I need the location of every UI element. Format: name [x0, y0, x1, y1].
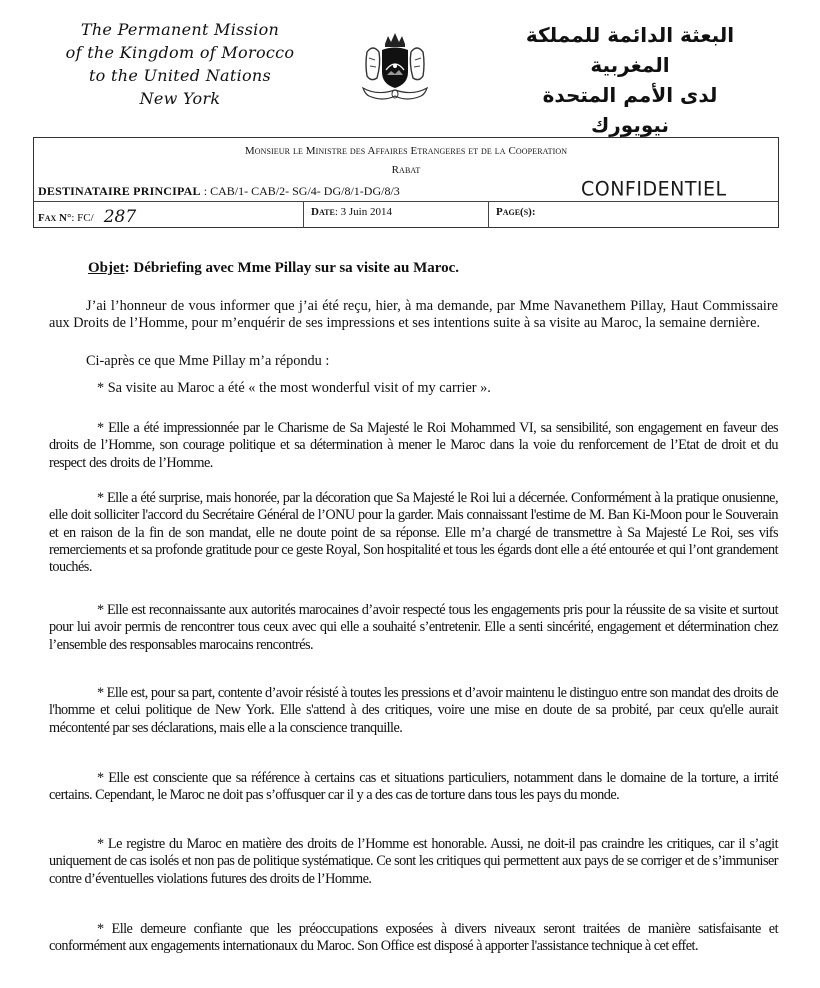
paragraph-text: * Elle est reconnaissante aux autorités marocaines d’avoir respecté tous les engagements pris pour la réussite de sa visite et surtout pour lui avoir permis de rencontrer tous ceux avec qui elle a souhaité s’entretenir. Elle a senti sincérité, engagement et détermination chez l’ensemble des responsables marocains rencontrés.	[49, 602, 778, 653]
fax-label: Fax N°	[38, 212, 72, 224]
bullet-paragraph	[49, 836, 778, 888]
bullet-paragraph	[49, 685, 778, 737]
letterhead-arabic	[485, 20, 775, 140]
paragraph-text: * Sa visite au Maroc a été « the most wonderful visit of my carrier ».	[97, 380, 491, 396]
letterhead-arabic-line: لدى الأمم المتحدة	[542, 83, 718, 107]
destinataire-value: : CAB/1- CAB/2- SG/4- DG/8/1-DG/8/3	[200, 184, 400, 198]
date-value: : 3 Juin 2014	[334, 206, 392, 218]
paragraph-text: * Elle a été impressionnée par le Charisme de Sa Majesté le Roi Mohammed VI, sa sensibilité, son engagement en faveur des droits de l’Homme, son courage politique et sa détermination à mener le Maroc dans la voie du renforcement de l’Etat de droit et du respect des droits de l’Homme.	[49, 420, 778, 471]
letterhead-arabic-line: البعثة الدائمة للمملكة المغربية	[525, 23, 735, 77]
fax-number-handwritten: 287	[103, 207, 137, 227]
letterhead-english-line: of the Kingdom of Morocco	[65, 43, 295, 62]
fax-prefix: : FC/	[71, 212, 94, 224]
row-divider	[34, 201, 778, 202]
paragraph-text: * Elle est consciente que sa référence à certains cas et situations particuliers, notamment dans le domaine de la torture, a irrité certains. Cependant, le Maroc ne doit pas s’offusquer car il y a des cas de torture dans tous les pays du monde.	[49, 770, 778, 804]
letterhead-english-line: to the United Nations	[88, 66, 272, 85]
pages-label: Page(s):	[496, 206, 536, 218]
paragraph-text: * Le registre du Maroc en matière des droits de l’Homme est honorable. Aussi, ne doit-il pas craindre les critiques, car il s’agit uniquement de cas isolés et non pas de politique systématique. Ce sont les critiques qui permettent aux pays de se corriger et de s’immuniser contre d’éventuelles violations futures des droits de l’Homme.	[49, 836, 778, 887]
paragraph-text: * Elle a été surprise, mais honorée, par la décoration que Sa Majesté le Roi lui a décernée. Conformément à la pratique onusienne, elle doit solliciter l'accord du Secrétaire Général de l’ONU pour la garder. Mais connaissant l'estime de M. Ban Ki-Moon pour le Souverain et en raison de la fin de son mandat, elle ne doute point de sa réponse. Elle m’a chargé de transmettre à Sa Majesté Le Roi, ses vifs remerciements et sa profonde gratitude pour ce geste Royal, Son hospitalité et tous les égards dont elle a été entourée et qui l’ont grandement touchés.	[49, 490, 778, 576]
bullet-paragraph	[49, 770, 778, 805]
coat-of-arms-icon	[355, 30, 435, 105]
pages-cell	[496, 206, 536, 218]
paragraph-text: * Elle est, pour sa part, contente d’avoir résisté à toutes les pressions et d’avoir maintenu le distinguo entre son mandat des droits de l'homme et celui politique de New York. Elle s'attend à des critiques, voire une mise en doute de sa probité, par ceux qu'elle aurait mécontenté par ses déclarations, mais elle a la conscience tranquille.	[49, 685, 778, 736]
destinataire-line	[38, 184, 400, 199]
destinataire-label: DESTINATAIRE PRINCIPAL	[38, 184, 201, 198]
paragraph-text: Ci-après ce que Mme Pillay m’a répondu :	[86, 353, 330, 369]
fax-header-box	[33, 137, 779, 228]
bullet-paragraph	[49, 380, 778, 397]
fax-number-cell	[38, 206, 136, 226]
subject-text: : Débriefing avec Mme Pillay sur sa visite au Maroc.	[124, 260, 460, 276]
paragraph-text: * Elle demeure confiante que les préoccupations exposées à divers niveaux seront traitées de manière satisfaisante et conformément aux engagements internationaux du Maroc. Son Office est disposé à apporter l'assistance technique à cet effet.	[49, 921, 778, 955]
date-cell	[311, 206, 392, 218]
body-paragraph-intro	[49, 298, 778, 333]
paragraph-text: J’ai l’honneur de vous informer que j’ai été reçu, hier, à ma demande, par Mme Navanethem Pillay, Haut Commissaire aux Droits de l’Homme, pour m’enquérir de ses impressions et ses intentions suite à sa visite au Maroc, la semaine dernière.	[49, 298, 778, 332]
date-label: Date	[311, 206, 335, 218]
letterhead-arabic-line: نيويورك	[590, 113, 670, 137]
body-paragraph-lead-in	[49, 353, 778, 370]
subject-label: Objet	[88, 260, 125, 276]
recipient-city: Rabat	[391, 164, 421, 176]
bullet-paragraph	[49, 420, 778, 472]
column-divider	[303, 201, 304, 228]
subject-line	[88, 260, 459, 277]
bullet-paragraph	[49, 490, 778, 576]
letterhead-english	[50, 18, 310, 110]
confidential-stamp: CONFIDENTIEL	[581, 177, 727, 201]
bullet-paragraph	[49, 602, 778, 654]
letterhead-english-line: New York	[139, 89, 221, 108]
recipient-line: Monsieur le Ministre des Affaires Etrangeres et de la Cooperation	[244, 145, 568, 157]
column-divider	[488, 201, 489, 228]
letterhead-english-line: The Permanent Mission	[80, 20, 280, 39]
bullet-paragraph	[49, 921, 778, 956]
